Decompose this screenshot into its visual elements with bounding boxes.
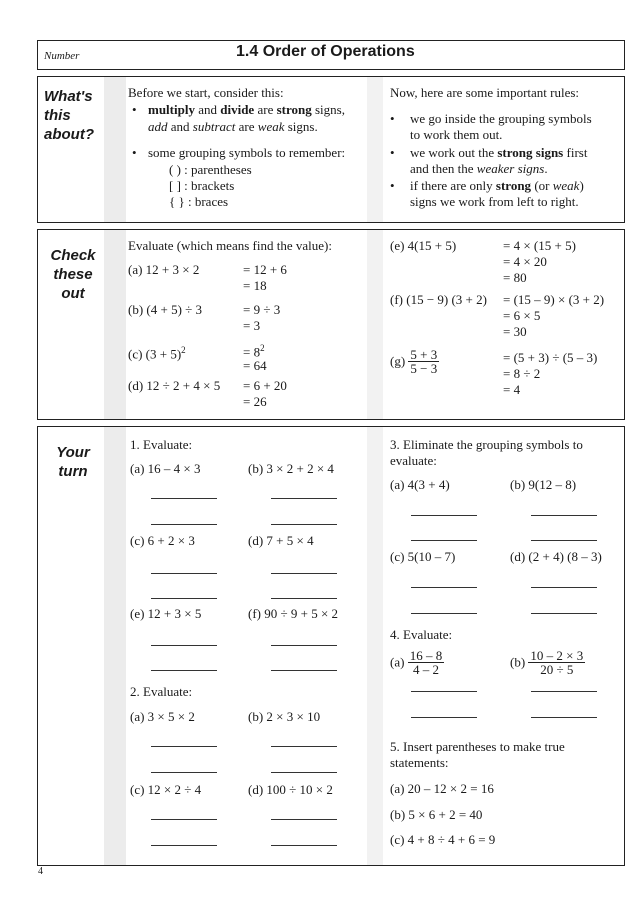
question-title: 3. Eliminate the grouping symbols to: [390, 437, 583, 452]
exercise-item: (a) 3 × 5 × 2: [130, 709, 195, 724]
example-question: (a) 12 + 3 × 2: [128, 262, 200, 277]
answer-line[interactable]: [151, 645, 217, 646]
shaded-strip: [367, 77, 383, 222]
question-title: 2. Evaluate:: [130, 684, 193, 699]
page-number: 4: [38, 866, 43, 877]
rule-text: we work out the strong signs first: [410, 145, 588, 160]
example-step: = 18: [243, 278, 267, 293]
shaded-strip: [367, 427, 383, 865]
answer-line[interactable]: [271, 772, 337, 773]
example-step: = 80: [503, 270, 527, 285]
your-turn-section: [37, 426, 625, 866]
label-line: out: [61, 285, 85, 302]
example-step: = 4 × (15 + 5): [503, 238, 576, 253]
check-these-out-section: [37, 229, 625, 420]
label-line: Your: [56, 444, 90, 461]
exercise-item: (d) 7 + 5 × 4: [248, 533, 314, 548]
answer-line[interactable]: [411, 691, 477, 692]
symbol-item: { } : braces: [169, 194, 229, 209]
answer-line[interactable]: [411, 613, 477, 614]
page-header: [37, 40, 625, 70]
exercise-item: (c) 12 × 2 ÷ 4: [130, 782, 202, 797]
example-step: = 9 ÷ 3: [243, 302, 281, 317]
check-these-out-label: [44, 246, 102, 303]
answer-line[interactable]: [411, 515, 477, 516]
example-question: (b) (4 + 5) ÷ 3: [128, 302, 203, 317]
answer-line[interactable]: [271, 746, 337, 747]
exercise-item: (b) 2 × 3 × 10: [248, 709, 321, 724]
example-question: (e) 4(15 + 5): [390, 238, 457, 253]
answer-line[interactable]: [151, 498, 217, 499]
label-line: these: [53, 266, 93, 283]
shaded-strip: [367, 230, 383, 419]
bullet: •: [132, 102, 137, 117]
bullet-text: multiply and divide are strong signs,: [148, 102, 345, 117]
example-question: (d) 12 ÷ 2 + 4 × 5: [128, 378, 221, 393]
example-step: = 30: [503, 324, 527, 339]
intro-text: Before we start, consider this:: [128, 85, 284, 100]
answer-line[interactable]: [531, 587, 597, 588]
fraction: $\frac{16 - 8}{4 - 2}$: [409, 648, 443, 677]
example-question: (g) $\frac{5 + 3}{5 - 3}$: [390, 347, 438, 376]
example-question: (c) $(3 + 5)^2$: [128, 345, 186, 362]
question-title: statements:: [390, 755, 449, 770]
answer-line[interactable]: [531, 717, 597, 718]
exercise-item: (a) 16 – 4 × 3: [130, 461, 201, 476]
label-line: about?: [44, 126, 94, 143]
shaded-strip: [104, 230, 126, 419]
example-step: = $8^2$: [243, 343, 265, 360]
example-step: = 64: [243, 358, 267, 373]
symbol-item: [ ] : brackets: [169, 178, 235, 193]
example-step: = (15 – 9) × (3 + 2): [503, 292, 605, 307]
rule-text: to work them out.: [410, 127, 503, 142]
answer-line[interactable]: [151, 819, 217, 820]
answer-line[interactable]: [151, 772, 217, 773]
example-step: = 3: [243, 318, 261, 333]
whats-this-about-section: [37, 76, 625, 223]
answer-line[interactable]: [151, 524, 217, 525]
answer-line[interactable]: [271, 819, 337, 820]
label-line: this: [44, 107, 71, 124]
example-step: = 26: [243, 394, 267, 409]
exercise-item: (c) 5(10 – 7): [390, 549, 456, 564]
answer-line[interactable]: [531, 515, 597, 516]
exercise-item: (b) $\frac{10 - 2 \times 3}{20 \div 5}$: [510, 648, 584, 677]
exercise-item: (d) (2 + 4) (8 – 3): [510, 549, 602, 564]
answer-line[interactable]: [271, 524, 337, 525]
answer-line[interactable]: [531, 613, 597, 614]
rule-text: we go inside the grouping symbols: [410, 111, 592, 126]
shaded-strip: [104, 77, 126, 222]
fraction: $\frac{10 - 2 \times 3}{20 \div 5}$: [530, 648, 584, 677]
label-line: Check: [50, 247, 96, 264]
page-title: 1.4 Order of Operations: [236, 43, 415, 60]
example-step: = 6 + 20: [243, 378, 287, 393]
label-line: turn: [58, 463, 88, 480]
question-title: 1. Evaluate:: [130, 437, 193, 452]
exercise-item: (b) 9(12 – 8): [510, 477, 577, 492]
answer-line[interactable]: [271, 598, 337, 599]
question-title: evaluate:: [390, 453, 437, 468]
your-turn-label: [44, 443, 102, 481]
answer-line[interactable]: [151, 746, 217, 747]
question-title: 4. Evaluate:: [390, 627, 453, 642]
rule-text: if there are only strong (or weak): [410, 178, 584, 193]
shaded-strip: [104, 427, 126, 865]
exercise-item: (d) 100 ÷ 10 × 2: [248, 782, 333, 797]
answer-line[interactable]: [271, 645, 337, 646]
answer-line[interactable]: [271, 845, 337, 846]
answer-line[interactable]: [151, 845, 217, 846]
question-title: 5. Insert parentheses to make true: [390, 739, 565, 754]
example-question: (f) (15 − 9) (3 + 2): [390, 292, 487, 307]
answer-line[interactable]: [531, 691, 597, 692]
example-step: = (5 + 3) ÷ (5 – 3): [503, 350, 598, 365]
rules-intro: Now, here are some important rules:: [390, 85, 580, 100]
exercise-item: (e) 12 + 3 × 5: [130, 606, 202, 621]
answer-line[interactable]: [151, 598, 217, 599]
bullet: •: [132, 145, 137, 160]
section-label: Number: [44, 50, 80, 62]
exercise-item: (c) 4 + 8 ÷ 4 + 6 = 9: [390, 832, 496, 847]
answer-line[interactable]: [271, 670, 337, 671]
rule-text: signs we work from left to right.: [410, 194, 579, 209]
symbol-item: ( ) : parentheses: [169, 162, 252, 177]
example-step: = 4: [503, 382, 521, 397]
bullet: •: [390, 178, 395, 193]
exercise-item: (f) 90 ÷ 9 + 5 × 2: [248, 606, 339, 621]
rule-text: and then the weaker signs.: [410, 161, 548, 176]
answer-line[interactable]: [271, 498, 337, 499]
answer-line[interactable]: [151, 573, 217, 574]
evaluate-intro: Evaluate (which means find the value):: [128, 238, 332, 253]
example-step: = 12 + 6: [243, 262, 287, 277]
exercise-item: (a) 20 – 12 × 2 = 16: [390, 781, 494, 796]
exercise-item: (a) 4(3 + 4): [390, 477, 450, 492]
fraction: $\frac{5 + 3}{5 - 3}$: [410, 347, 438, 376]
answer-line[interactable]: [531, 540, 597, 541]
example-step: = 6 × 5: [503, 308, 541, 323]
answer-line[interactable]: [411, 587, 477, 588]
exercise-item: (b) 5 × 6 + 2 = 40: [390, 807, 483, 822]
bullet-text: add and subtract are weak signs.: [148, 119, 318, 134]
example-step: = 4 × 20: [503, 254, 547, 269]
answer-line[interactable]: [411, 717, 477, 718]
exercise-item: (b) 3 × 2 + 2 × 4: [248, 461, 334, 476]
exercise-item: (a) $\frac{16 - 8}{4 - 2}$: [390, 648, 443, 677]
bullet: •: [390, 145, 395, 160]
answer-line[interactable]: [271, 573, 337, 574]
exercise-item: (c) 6 + 2 × 3: [130, 533, 195, 548]
example-step: = 8 ÷ 2: [503, 366, 541, 381]
label-line: What's: [44, 88, 93, 105]
bullet-text: some grouping symbols to remember:: [148, 145, 346, 160]
answer-line[interactable]: [411, 540, 477, 541]
bullet: •: [390, 111, 395, 126]
answer-line[interactable]: [151, 670, 217, 671]
whats-this-about-label: [44, 87, 104, 144]
